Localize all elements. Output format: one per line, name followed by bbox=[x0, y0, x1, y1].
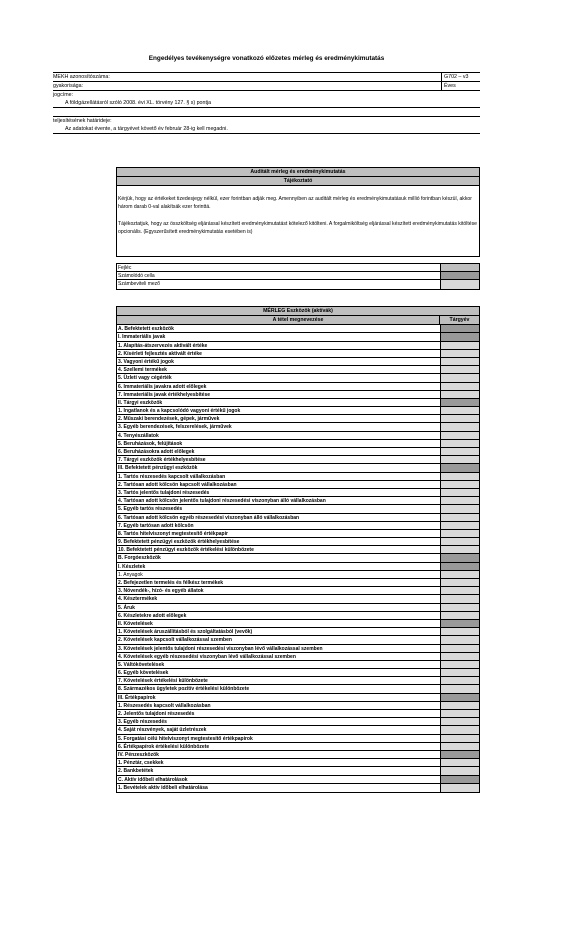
balance-column-header bbox=[117, 316, 479, 325]
deadline-text: Az adatokat évente, a tárgyévet követő év február 28-ig kell megadni. bbox=[53, 125, 480, 134]
input-cell[interactable] bbox=[440, 530, 479, 537]
input-cell[interactable] bbox=[440, 391, 479, 398]
table-row bbox=[117, 514, 479, 522]
calculated-cell bbox=[440, 464, 479, 471]
row-label: 2. Tartósan adott kölcsön kapcsolt vállalkozásban bbox=[118, 481, 237, 488]
document-title: Engedélyes tevékenységre vonatkozó előzetes mérleg és eredménykimutatás bbox=[148, 55, 385, 62]
legend-calculated-swatch bbox=[440, 272, 479, 279]
input-cell[interactable] bbox=[440, 383, 479, 390]
row-label: 3. Tartós jelentős tulajdoni részesedés bbox=[118, 489, 210, 496]
row-label: 2. Befejezetlen termelés és félkész termékek bbox=[118, 580, 224, 586]
input-cell[interactable] bbox=[440, 743, 479, 750]
input-cell[interactable] bbox=[440, 514, 479, 521]
table-row bbox=[117, 383, 479, 391]
table-row bbox=[117, 497, 479, 505]
legend-header-swatch bbox=[440, 264, 479, 271]
calculated-cell bbox=[440, 694, 479, 701]
input-cell[interactable] bbox=[440, 456, 479, 463]
row-label: C. Aktív időbeli elhatárolások bbox=[118, 776, 188, 783]
table-row bbox=[117, 636, 479, 644]
row-label: I. Immateriális javak bbox=[118, 334, 166, 341]
row-label: B. Forgóeszközök bbox=[118, 555, 161, 562]
info-subtitle: Tájékoztató bbox=[117, 177, 479, 186]
table-row bbox=[117, 391, 479, 399]
row-label: 4. Saját részvények, saját üzletrészek bbox=[118, 727, 207, 734]
table-row bbox=[117, 743, 479, 751]
table-row bbox=[117, 473, 479, 481]
row-label: 1. Bevételek aktív időbeli elhatárolása bbox=[118, 784, 208, 791]
table-row bbox=[117, 661, 479, 669]
table-row bbox=[117, 694, 479, 702]
table-row bbox=[117, 505, 479, 513]
input-cell[interactable] bbox=[440, 522, 479, 529]
table-row bbox=[117, 464, 479, 472]
table-row bbox=[117, 342, 479, 350]
input-cell[interactable] bbox=[440, 604, 479, 611]
row-label: 3. Egyéb berendezések, felszerelések, járművek bbox=[118, 424, 232, 431]
legend-input-swatch bbox=[440, 280, 479, 288]
table-row bbox=[117, 440, 479, 448]
row-label: I. Készletek bbox=[118, 563, 146, 570]
row-label: 1. Ingatlanok és a kapcsolódó vagyoni értékű jogok bbox=[118, 408, 241, 415]
balance-table bbox=[116, 306, 480, 793]
legend-panel bbox=[116, 263, 480, 290]
table-row bbox=[117, 456, 479, 464]
table-row bbox=[117, 546, 479, 554]
table-row bbox=[117, 710, 479, 718]
row-label: 5. Üzleti vagy cégérték bbox=[118, 375, 172, 382]
input-cell[interactable] bbox=[440, 342, 479, 349]
table-row bbox=[117, 759, 479, 767]
row-label: 1. Tartós részesedés kapcsolt vállalkozásban bbox=[118, 473, 226, 480]
table-row bbox=[117, 645, 479, 653]
row-label: 2. Követelések kapcsolt vállalkozással szemben bbox=[118, 637, 232, 644]
row-label: 5. Váltókövetelések bbox=[118, 661, 165, 668]
table-row bbox=[117, 735, 479, 743]
row-label: 7. Tárgyi eszközök értékhelyesbítése bbox=[118, 457, 206, 464]
row-label: IV. Pénzeszközök bbox=[118, 751, 159, 758]
input-cell[interactable] bbox=[440, 505, 479, 512]
table-row bbox=[117, 522, 479, 530]
table-row bbox=[117, 350, 479, 358]
input-cell[interactable] bbox=[440, 489, 479, 496]
row-label: 5. Egyéb tartós részesedés bbox=[118, 506, 183, 513]
row-label: 8. Tartós hitelviszonyt megtestesítő értékpapír bbox=[118, 530, 228, 537]
input-cell[interactable] bbox=[440, 628, 479, 635]
row-label: 7. Egyéb tartósan adott kölcsön bbox=[118, 522, 194, 529]
input-cell[interactable] bbox=[440, 653, 479, 660]
input-cell[interactable] bbox=[440, 571, 479, 578]
input-cell[interactable] bbox=[440, 579, 479, 586]
table-row bbox=[117, 677, 479, 685]
table-row bbox=[117, 571, 479, 579]
input-cell[interactable] bbox=[440, 726, 479, 733]
table-row bbox=[117, 726, 479, 734]
header-freq-row bbox=[53, 82, 480, 91]
input-cell[interactable] bbox=[440, 473, 479, 480]
input-cell[interactable] bbox=[440, 448, 479, 455]
row-label: 6. Beruházásokra adott előlegek bbox=[118, 449, 195, 455]
row-label: 2. Műszaki berendezések, gépek, járművek bbox=[118, 416, 220, 423]
table-row bbox=[117, 333, 479, 341]
row-label: III. Értékpapírok bbox=[118, 694, 156, 701]
table-row bbox=[117, 784, 479, 792]
input-cell[interactable] bbox=[440, 366, 479, 373]
table-row bbox=[117, 587, 479, 595]
legend-input bbox=[117, 280, 479, 288]
input-cell[interactable] bbox=[440, 759, 479, 766]
input-cell[interactable] bbox=[440, 718, 479, 725]
row-label: 6. Értékpapírok értékelési különbözete bbox=[118, 743, 210, 750]
table-row bbox=[117, 399, 479, 407]
row-label: 7. Követelések értékelési különbözete bbox=[118, 678, 208, 685]
table-row bbox=[117, 530, 479, 538]
row-label: 3. Növendék-, hízó- és egyéb állatok bbox=[118, 588, 204, 595]
table-row bbox=[117, 563, 479, 571]
row-label: 2. Jelentős tulajdoni részesedés bbox=[118, 711, 195, 717]
input-cell[interactable] bbox=[440, 374, 479, 381]
input-cell[interactable] bbox=[440, 481, 479, 488]
table-row bbox=[117, 415, 479, 423]
table-row bbox=[117, 669, 479, 677]
table-row bbox=[117, 767, 479, 775]
input-cell[interactable] bbox=[440, 677, 479, 684]
input-cell[interactable] bbox=[440, 636, 479, 643]
header-legal-row bbox=[53, 91, 480, 99]
row-label: II. Tárgyi eszközök bbox=[118, 399, 163, 406]
table-row bbox=[117, 325, 479, 333]
row-label: 3. Követelések jelentős tulajdoni részesedési viszonyban lévő vállalkozással szemben bbox=[118, 645, 323, 652]
input-cell[interactable] bbox=[440, 358, 479, 365]
table-row bbox=[117, 448, 479, 456]
table-row bbox=[117, 579, 479, 587]
row-label: 10. Befektetett pénzügyi eszközök értékelési különbözete bbox=[118, 547, 254, 554]
legal-text: A földgázellátásról szóló 2008. évi XL. törvény 127. § s) pontja bbox=[53, 99, 480, 108]
table-row bbox=[117, 366, 479, 374]
input-cell[interactable] bbox=[440, 415, 479, 422]
info-paragraph-1: Kérjük, hogy az értékeket tizedesjegy nélkül, ezer forintban adják meg. Amennyiben az auditált mérleg és eredménykimutatásuk millió forintban készül, akkor három darab 0-val alakítsák ezer forinttá. bbox=[118, 196, 472, 211]
legend-calculated bbox=[117, 272, 479, 280]
input-cell[interactable] bbox=[440, 685, 479, 692]
id-code: G702 – v3 bbox=[441, 73, 480, 81]
calculated-cell bbox=[440, 751, 479, 758]
row-label: 9. Befektetett pénzügyi eszközök értékhelyesbítése bbox=[118, 539, 240, 546]
input-cell[interactable] bbox=[440, 497, 479, 504]
row-label: A. Befektetett eszközök bbox=[118, 326, 174, 333]
input-cell[interactable] bbox=[440, 645, 479, 652]
calculated-cell bbox=[440, 563, 479, 570]
input-cell[interactable] bbox=[440, 612, 479, 619]
calculated-cell bbox=[440, 554, 479, 561]
input-cell[interactable] bbox=[440, 587, 479, 594]
row-label: 4. Tartósan adott kölcsön jelentős tulajdoni részesedési viszonyban álló vállalkozásban bbox=[118, 498, 326, 505]
legal-label: jogcíme: bbox=[53, 92, 74, 98]
calculated-cell bbox=[440, 620, 479, 627]
form-header bbox=[53, 64, 480, 134]
calculated-cell bbox=[440, 399, 479, 406]
table-row bbox=[117, 628, 479, 636]
calculated-cell bbox=[440, 325, 479, 332]
row-label: 1. Anyagok bbox=[118, 571, 143, 578]
row-label: 6. Készletekre adott előlegek bbox=[118, 612, 187, 619]
input-cell[interactable] bbox=[440, 440, 479, 447]
input-cell[interactable] bbox=[440, 407, 479, 414]
table-row bbox=[117, 653, 479, 661]
table-row bbox=[117, 554, 479, 562]
row-label: 1. Részesedés kapcsolt vállalkozásban bbox=[118, 702, 211, 709]
row-label: 6. Tartósan adott kölcsön egyéb részesedési viszonyban álló vállalkozásban bbox=[118, 514, 300, 521]
legend-header-label: Fejléc bbox=[118, 265, 132, 271]
freq-value: Éves bbox=[441, 82, 480, 90]
table-row bbox=[117, 751, 479, 759]
table-row bbox=[117, 604, 479, 612]
legend-header bbox=[117, 264, 479, 272]
row-label: 2. Kísérleti fejlesztés aktivált értéke bbox=[118, 350, 202, 357]
row-label: 5. Forgatási célú hitelviszonyt megtestesítő értékpapírok bbox=[118, 735, 253, 742]
row-label: 4. Tenyészállatok bbox=[118, 432, 159, 439]
header-gap bbox=[53, 108, 480, 116]
row-label: 7. Immateriális javak értékhelyesbítése bbox=[118, 391, 211, 398]
input-cell[interactable] bbox=[440, 661, 479, 668]
header-spacer bbox=[53, 64, 480, 72]
input-cell[interactable] bbox=[440, 767, 479, 774]
deadline-label: teljesítésének határideje: bbox=[53, 116, 480, 125]
input-cell[interactable] bbox=[440, 735, 479, 742]
table-row bbox=[117, 595, 479, 603]
row-label: 1. Pénztár, csekkek bbox=[118, 760, 164, 767]
input-cell[interactable] bbox=[440, 595, 479, 602]
input-cell[interactable] bbox=[440, 784, 479, 792]
table-row bbox=[117, 702, 479, 710]
balance-title: MÉRLEG Eszközök (aktívák) bbox=[117, 307, 479, 316]
info-title: Auditált mérleg és eredménykimutatás bbox=[117, 168, 479, 177]
balance-rows bbox=[117, 325, 479, 792]
freq-label: gyakorisága: bbox=[53, 83, 84, 89]
input-cell[interactable] bbox=[440, 423, 479, 430]
legend-input-label: Számbeviteli mező bbox=[118, 281, 160, 288]
table-row bbox=[117, 718, 479, 726]
row-label: 5. Áruk bbox=[118, 604, 135, 611]
row-label: 3. Vagyoni értékű jogok bbox=[118, 358, 174, 365]
calculated-cell bbox=[440, 776, 479, 783]
header-id-row bbox=[53, 72, 480, 82]
table-row bbox=[117, 423, 479, 431]
id-label: MEKH azonosítószáma: bbox=[53, 74, 110, 80]
table-row bbox=[117, 374, 479, 382]
row-label: 1. Követelések áruszállításból és szolgáltatásból (vevők) bbox=[118, 629, 253, 636]
row-label: 6. Immateriális javakra adott előlegek bbox=[118, 383, 207, 390]
row-label: 6. Egyéb követelések bbox=[118, 670, 169, 677]
row-label: III. Befektetett pénzügyi eszközök bbox=[118, 465, 198, 472]
row-label: 3. Egyéb részesedés bbox=[118, 719, 167, 726]
table-row bbox=[117, 432, 479, 440]
table-row bbox=[117, 407, 479, 415]
input-cell[interactable] bbox=[440, 350, 479, 357]
table-row bbox=[117, 612, 479, 620]
info-paragraph-2: Tájékoztatjuk, hogy az összköltség eljárással készített eredménykimutatást kötelező kitölteni. A forgalmiköltség eljárással készített eredménykimutatás kitöltése opcionális. (Egyszerűsített eredménykimutatás esetében is) bbox=[118, 220, 477, 235]
table-row bbox=[117, 358, 479, 366]
col-year-header: Tárgyév bbox=[439, 316, 479, 324]
row-label: 2. Bankbetétek bbox=[118, 768, 154, 775]
input-cell[interactable] bbox=[440, 710, 479, 717]
input-cell[interactable] bbox=[440, 702, 479, 709]
col-name-header: A tétel megnevezése bbox=[272, 317, 324, 323]
table-row bbox=[117, 776, 479, 784]
row-label: II. Követelések bbox=[118, 620, 153, 627]
input-cell[interactable] bbox=[440, 669, 479, 676]
table-row bbox=[117, 481, 479, 489]
row-label: 8. Származékos ügyletek pozitív értékelési különbözete bbox=[118, 686, 250, 693]
calculated-cell bbox=[440, 333, 479, 340]
input-cell[interactable] bbox=[440, 546, 479, 553]
row-label: 4. Követelések egyéb részesedési viszonyban lévő vállalkozással szemben bbox=[118, 653, 296, 660]
row-label: 1. Alapítás-átszervezés aktivált értéke bbox=[118, 342, 208, 349]
legend-calculated-label: Számolódó cella bbox=[118, 273, 155, 280]
row-label: 5. Beruházások, felújítások bbox=[118, 440, 183, 447]
row-label: 4. Szellemi termékek bbox=[118, 367, 167, 374]
input-cell[interactable] bbox=[440, 538, 479, 545]
table-row bbox=[117, 538, 479, 546]
info-panel bbox=[116, 167, 480, 257]
table-row bbox=[117, 620, 479, 628]
row-label: 4. Késztermékek bbox=[118, 596, 158, 603]
table-row bbox=[117, 685, 479, 693]
table-row bbox=[117, 489, 479, 497]
input-cell[interactable] bbox=[440, 432, 479, 439]
